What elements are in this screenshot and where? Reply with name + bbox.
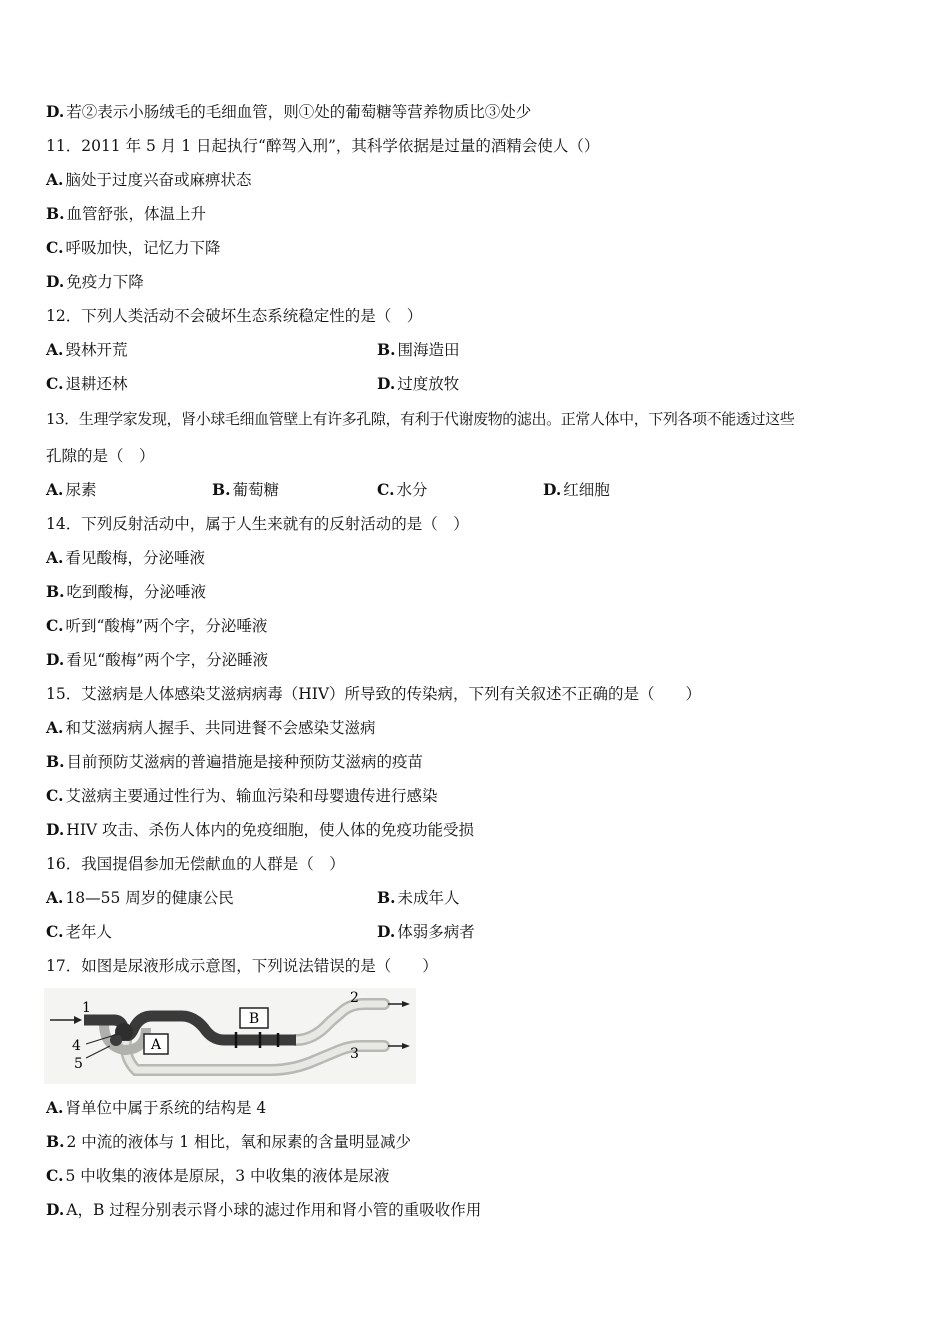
q12-option-d [377,374,459,394]
option-text: 免疫力下降 [66,273,144,291]
option-letter: A. [46,340,64,359]
q13-option-c [377,480,427,500]
label-box-a: A [150,1037,162,1053]
option-letter: B. [46,204,65,223]
option-letter: D. [543,480,562,499]
option-text: 看见酸梅，分泌唾液 [65,549,205,567]
option-text: 2 中流的液体与 1 相比，氧和尿素的含量明显减少 [66,1133,412,1151]
option-letter: B. [46,752,65,771]
q13-stem-line1: 13．生理学家发现，肾小球毛细血管壁上有许多孔隙，有利于代谢废物的滤出。正常人体中，下列各项不能透过这些 [46,410,795,428]
option-text: 呼吸加快，记忆力下降 [65,239,221,257]
option-text: 未成年人 [397,889,460,907]
q15-option-d [46,820,474,840]
option-letter: B. [46,1132,65,1151]
option-letter: B. [46,582,65,601]
q12-stem: 12．下列人类活动不会破坏生态系统稳定性的是（ ） [46,307,423,325]
option-text: 体弱多病者 [397,923,475,941]
option-text: HIV 攻击、杀伤人体内的免疫细胞，使人体的免疫功能受损 [66,821,475,839]
option-letter: C. [46,238,64,257]
option-text: 若②表示小肠绒毛的毛细血管，则①处的葡萄糖等营养物质比③处少 [66,103,532,121]
label-1: 1 [82,1000,91,1016]
option-letter: B. [377,888,396,907]
option-letter: D. [46,1200,65,1219]
option-text: 红细胞 [563,481,610,499]
urine-formation-diagram [44,988,416,1084]
option-text: 围海造田 [397,341,460,359]
option-letter: C. [46,1166,64,1185]
q10-option-d [46,102,531,122]
label-4: 4 [72,1038,81,1054]
option-letter: C. [46,786,64,805]
q12-option-a [46,340,127,360]
q14-option-c [46,616,267,636]
q11-stem: 11．2011 年 5 月 1 日起执行“醉驾入刑”，其科学依据是过量的酒精会使人（） [46,137,600,155]
q16-stem: 16．我国提倡参加无偿献血的人群是（ ） [46,855,345,873]
option-letter: D. [46,650,65,669]
option-text: 退耕还林 [65,375,128,393]
option-text: 和艾滋病病人握手、共同进餐不会感染艾滋病 [65,719,376,737]
option-text: 毁林开荒 [65,341,128,359]
option-letter: D. [46,272,65,291]
option-text: 艾滋病主要通过性行为、输血污染和母婴遗传进行感染 [65,787,438,805]
option-text: A，B 过程分别表示肾小球的滤过作用和肾小管的重吸收作用 [66,1201,482,1219]
q13-option-b [212,480,279,500]
option-text: 过度放牧 [397,375,460,393]
q16-option-d [377,922,475,942]
option-letter: D. [377,374,396,393]
option-text: 5 中收集的液体是原尿，3 中收集的液体是尿液 [65,1167,390,1185]
option-letter: A. [46,888,64,907]
option-text: 水分 [396,481,428,499]
q14-option-b [46,582,206,602]
option-text: 脑处于过度兴奋或麻痹状态 [65,171,252,189]
option-text: 葡萄糖 [232,481,280,499]
option-letter: B. [377,340,396,359]
q11-option-d [46,272,144,292]
label-3: 3 [350,1046,359,1062]
q12-option-b [377,340,460,360]
option-text: 看见“酸梅”两个字，分泌睡液 [66,651,269,669]
option-letter: A. [46,170,64,189]
option-text: 老年人 [65,923,112,941]
option-letter: B. [212,480,231,499]
label-5: 5 [74,1056,83,1072]
option-text: 血管舒张，体温上升 [66,205,207,223]
option-text: 吃到酸梅，分泌唾液 [66,583,207,601]
option-letter: D. [46,820,65,839]
q15-option-b [46,752,423,772]
option-letter: C. [46,922,64,941]
option-letter: D. [46,102,65,121]
q13-stem-line2: 孔隙的是（ ） [46,447,155,465]
option-letter: A. [46,548,64,567]
option-letter: C. [46,616,64,635]
option-text: 18—55 周岁的健康公民 [65,889,234,907]
q15-option-c [46,786,437,806]
option-letter: A. [46,718,64,737]
q17-option-b [46,1132,411,1152]
option-letter: A. [46,1098,64,1117]
q15-option-a [46,718,375,738]
option-letter: C. [46,374,64,393]
q17-option-a [46,1098,266,1118]
label-2: 2 [350,990,359,1006]
q16-option-a [46,888,234,908]
q14-option-a [46,548,205,568]
option-text: 尿素 [65,481,97,499]
option-text: 听到“酸梅”两个字，分泌唾液 [65,617,268,635]
q14-stem: 14．下列反射活动中，属于人生来就有的反射活动的是（ ） [46,515,469,533]
q13-option-d [543,480,610,500]
q17-option-d [46,1200,481,1220]
q16-option-b [377,888,460,908]
q11-option-b [46,204,206,224]
q14-option-d [46,650,268,670]
q17-option-c [46,1166,390,1186]
option-letter: A. [46,480,64,499]
option-letter: C. [377,480,395,499]
q17-stem: 17．如图是尿液形成示意图，下列说法错误的是（ ） [46,957,438,975]
q13-option-a [46,480,96,500]
option-text: 目前预防艾滋病的普遍措施是接种预防艾滋病的疫苗 [66,753,424,771]
option-letter: D. [377,922,396,941]
option-text: 肾单位中属于系统的结构是 4 [65,1099,267,1117]
q11-option-c [46,238,220,258]
q12-option-c [46,374,127,394]
q16-option-c [46,922,112,942]
label-box-b: B [248,1011,260,1027]
q15-stem: 15．艾滋病是人体感染艾滋病病毒（HIV）所导致的传染病，下列有关叙述不正确的是（ ） [46,685,702,703]
q11-option-a [46,170,251,190]
